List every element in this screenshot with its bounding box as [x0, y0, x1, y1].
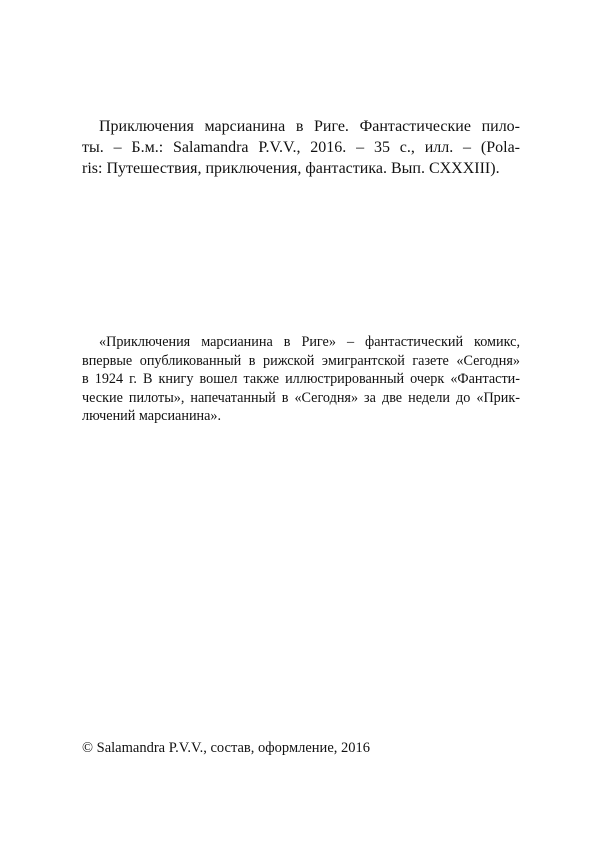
annotation-line: «Приключения марсианина в Риге» – фантастический комикс,: [99, 334, 520, 350]
bibliographic-line: ris: Путешествия, приключения, фантастика. Вып. CXXXIII).: [82, 160, 500, 177]
bibliographic-line: ты. – Б.м.: Salamandra P.V.V., 2016. – 35 с., илл. – (Pola-: [82, 139, 520, 156]
annotation-line: в 1924 г. В книгу вошел также иллюстрированный очерк «Фантасти-: [82, 371, 520, 387]
annotation-line: ческие пилоты», напечатанный в «Сегодня» за две недели до «Прик-: [82, 389, 520, 406]
bibliographic-line: Приключения марсианина в Риге. Фантастические пило-: [99, 118, 520, 135]
bibliographic-record: [82, 116, 520, 179]
annotation-line: лючений марсианина».: [82, 408, 222, 424]
copyright-notice: © Salamandra P.V.V., состав, оформление, 2016: [82, 740, 371, 756]
annotation-line: впервые опубликованный в рижской эмигрантской газете «Сегодня»: [82, 352, 520, 369]
annotation: [82, 333, 520, 426]
